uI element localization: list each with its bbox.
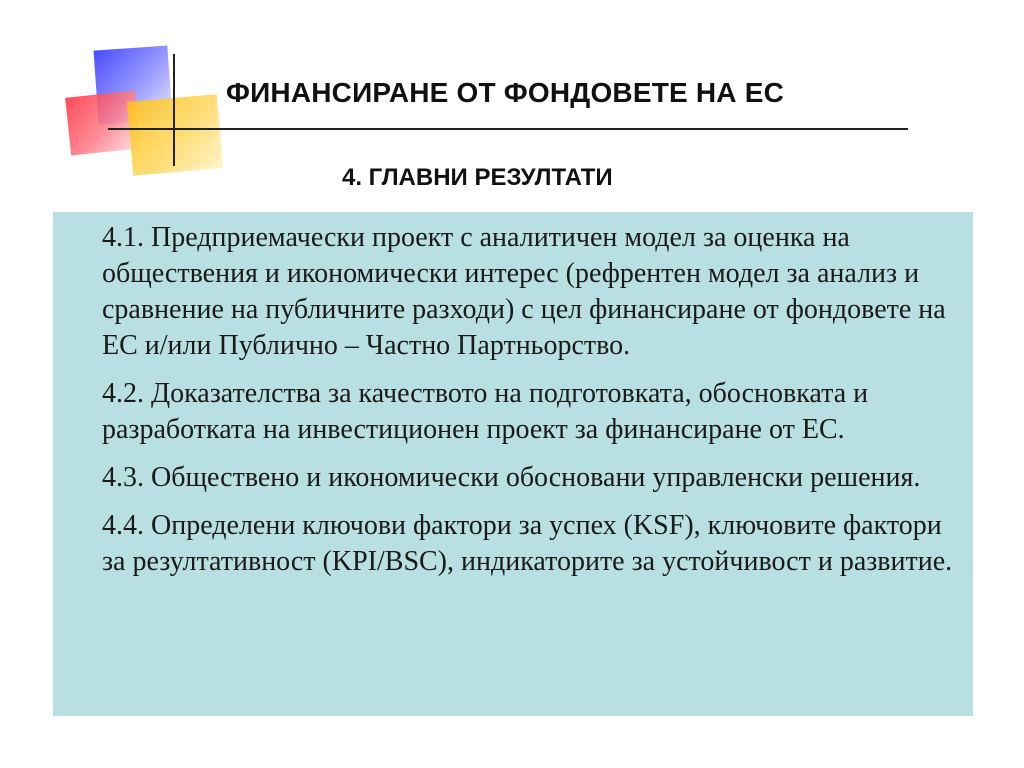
results-list	[102, 220, 967, 592]
results-content-box	[53, 212, 973, 716]
yellow-square-icon	[127, 94, 223, 176]
logo-vertical-line	[173, 54, 175, 166]
slide-subtitle: 4. ГЛАВНИ РЕЗУЛТАТИ	[342, 164, 613, 191]
result-item-4-1: 4.1. Предприемачески проект с аналитичен модел за оценка на обществения и икономически интерес (рефрентен модел за анализ и сравнение на публичните разходи) с цел финансиране от фондовете на ЕС и/или Публично – Частно Партньорство.	[102, 222, 946, 361]
slide-title: ФИНАНСИРАНЕ ОТ ФОНДОВЕТЕ НА ЕС	[226, 77, 785, 108]
result-item-4-4: 4.4. Определени ключови фактори за успех (KSF), ключовите фактори за резултативност (KPI/BSC), индикаторите за устойчивост и развитие.	[102, 510, 953, 577]
result-item-4-3: 4.3. Обществено и икономически обосновани управленски решения.	[102, 462, 921, 493]
colored-squares-logo-icon	[60, 40, 240, 180]
title-divider	[108, 128, 908, 130]
result-item-4-2: 4.2. Доказателства за качеството на подготовката, обосновката и разработката на инвестиционен проект за финансиране от ЕС.	[102, 378, 869, 445]
